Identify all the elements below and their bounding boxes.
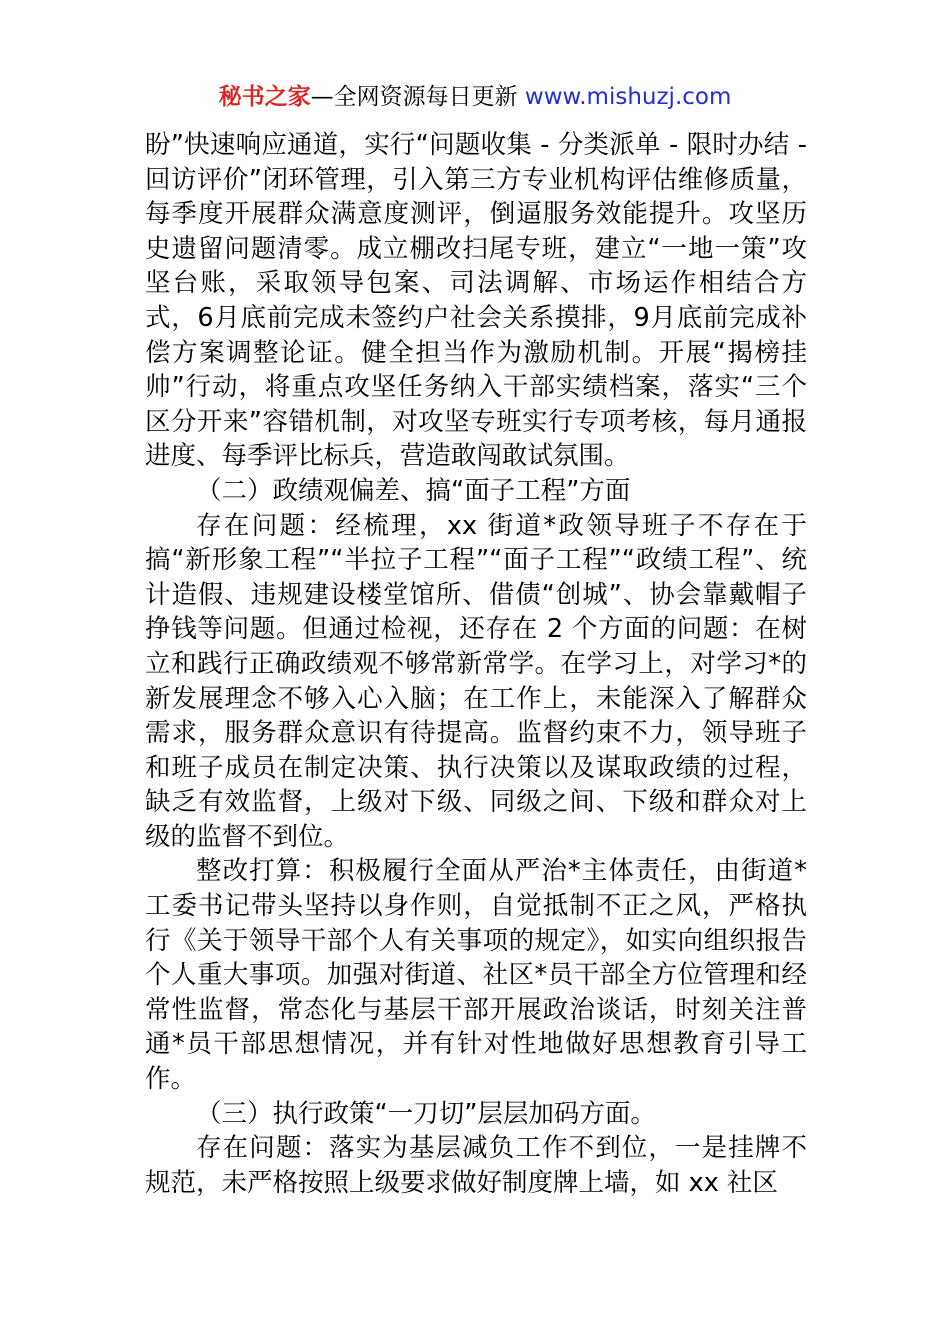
section-heading: （二）政绩观偏差、搞“面子工程”方面 xyxy=(196,475,631,506)
site-header xyxy=(0,80,950,114)
site-tagline: —全网资源每日更新 xyxy=(310,84,525,110)
paragraph: 盼”快速响应通道，实行“问题收集 - 分类派单 - 限时办结 - 回访评价”闭环管理，引入第三方专业机构评估维修质量，每季度开展群众满意度测评，倒逼服务效能提升。攻坚历史遗留问题清零。成立棚改扫尾专班，建立“一地一策”攻坚台账，采取领导包案、司法调解、市场运作相结合方式，6月底前完成未签约户社会关系摸排，9月底前完成补偿方案调整论证。健全担当作为激励机制。开展“揭榜挂帅”行动，将重点攻坚任务纳入干部实绩档案，落实“三个区分开来”容错机制，对攻坚专班实行专项考核，每月通报进度、每季评比标兵，营造敢闯敢试氛围。 xyxy=(145,130,807,472)
document-body xyxy=(145,128,807,1200)
site-url[interactable]: www.mishuzj.com xyxy=(524,84,732,110)
paragraph: 存在问题：经梳理，xx 街道*政领导班子不存在于搞“新形象工程”“半拉子工程”“面子工程”“政绩工程”、统计造假、违规建设楼堂馆所、借债“创城”、协会靠戴帽子挣钱等问题。但通过检视，还存在 2 个方面的问题：在树立和践行正确政绩观不够常新常学。在学习上，对学习*的新发展理念不够入心入脑；在工作上，未能深入了解群众需求，服务群众意识有待提高。监督约束不力，领导班子和班子成员在制定决策、执行决策以及谋取政绩的过程，缺乏有效监督，上级对下级、同级之间、下级和群众对上级的监督不到位。 xyxy=(145,510,807,852)
paragraph: 存在问题：落实为基层减负工作不到位，一是挂牌不规范，未严格按照上级要求做好制度牌上墙，如 xx 社区 xyxy=(145,1133,807,1198)
section-heading: （三）执行政策“一刀切”层层加码方面。 xyxy=(196,1098,656,1129)
paragraph: 整改打算：积极履行全面从严治*主体责任，由街道*工委书记带头坚持以身作则，自觉抵制不正之风，严格执行《关于领导干部个人有关事项的规定》，如实向组织报告个人重大事项。加强对街道、社区*员干部全方位管理和经常性监督，常态化与基层干部开展政治谈话，时刻关注普通*员干部思想情况，并有针对性地做好思想教育引导工作。 xyxy=(145,856,807,1095)
site-brand: 秘书之家 xyxy=(218,84,311,110)
